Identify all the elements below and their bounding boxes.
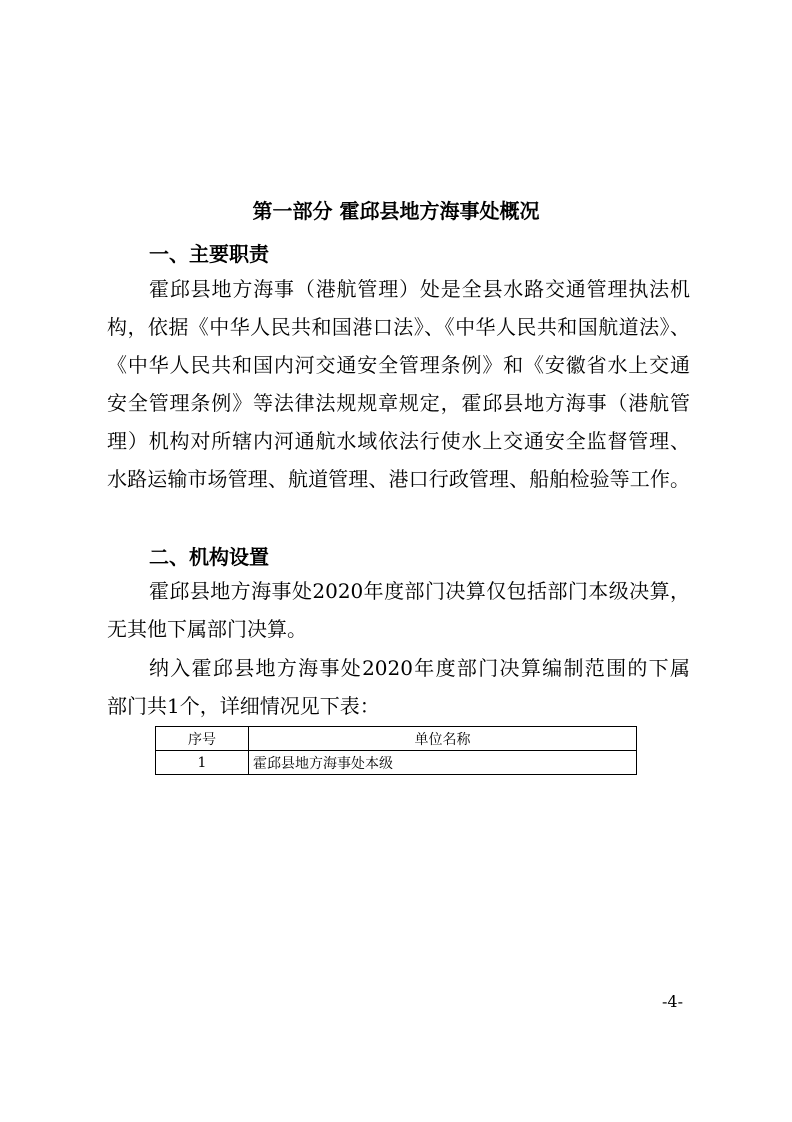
header-index: 序号 <box>156 727 249 751</box>
paragraph-line: 霍邱县地方海事（港航管理）处是全县水路交通管理执法机 <box>149 277 690 301</box>
page-title: 第一部分 霍邱县地方海事处概况 <box>252 199 540 223</box>
paragraph-line: 部门共1个，详细情况见下表： <box>107 694 380 718</box>
table-header-row <box>156 727 637 751</box>
paragraph-line: 霍邱县地方海事处2020年度部门决算仅包括部门本级决算， <box>149 579 690 603</box>
header-unit-name: 单位名称 <box>249 727 637 751</box>
paragraph-line: 无其他下属部门决算。 <box>107 617 307 641</box>
cell-unit-name: 霍邱县地方海事处本级 <box>249 751 637 775</box>
section-heading-organization: 二、机构设置 <box>149 545 269 569</box>
paragraph-line: 理）机构对所辖内河通航水域依法行使水上交通安全监督管理、 <box>107 429 690 453</box>
cell-index: 1 <box>156 751 249 775</box>
units-table <box>155 726 637 775</box>
section-heading-duties: 一、主要职责 <box>149 242 269 266</box>
table-row <box>156 751 637 775</box>
paragraph-line: 构，依据《中华人民共和国港口法》、《中华人民共和国航道法》、 <box>107 315 690 339</box>
page-number: -4- <box>662 992 683 1011</box>
paragraph-line: 《中华人民共和国内河交通安全管理条例》和《安徽省水上交通 <box>107 353 690 377</box>
paragraph-line: 安全管理条例》等法律法规规章规定，霍邱县地方海事（港航管 <box>107 391 690 415</box>
paragraph-line: 水路运输市场管理、航道管理、港口行政管理、船舶检验等工作。 <box>107 467 690 491</box>
paragraph-line: 纳入霍邱县地方海事处2020年度部门决算编制范围的下属 <box>149 656 690 680</box>
